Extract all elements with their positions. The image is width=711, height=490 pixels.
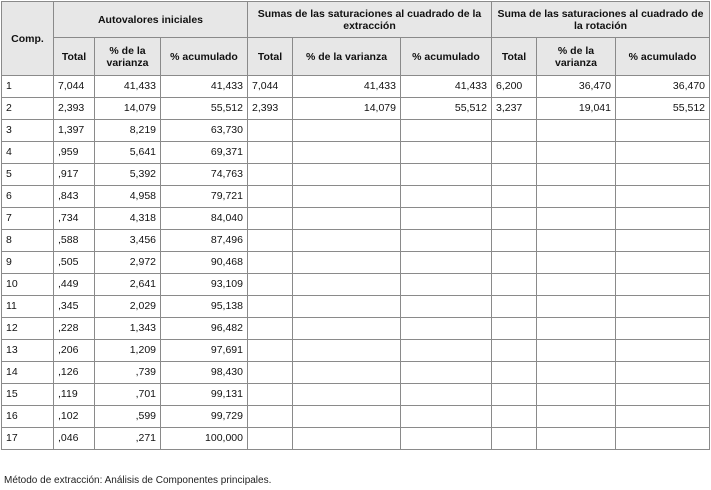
extraction-pct-var-cell <box>293 252 401 274</box>
initial-pct-var-cell: ,701 <box>95 384 161 406</box>
rotation-total-cell <box>492 230 537 252</box>
extraction-total-cell <box>248 362 293 384</box>
extraction-pct-var-cell <box>293 164 401 186</box>
rotation-total-cell <box>492 428 537 450</box>
extraction-total-cell <box>248 428 293 450</box>
header-autovalores-iniciales: Autovalores iniciales <box>54 2 248 38</box>
extraction-pct-var-cell <box>293 274 401 296</box>
initial-pct-var-cell: 4,958 <box>95 186 161 208</box>
comp-cell: 3 <box>2 120 54 142</box>
table-row <box>2 208 710 230</box>
rotation-pct-var-cell <box>537 142 616 164</box>
initial-pct-var-cell: 2,641 <box>95 274 161 296</box>
rotation-pct-var-cell <box>537 406 616 428</box>
initial-pct-acum-cell: 41,433 <box>161 76 248 98</box>
header-total: Total <box>492 38 537 76</box>
extraction-pct-acum-cell <box>401 296 492 318</box>
initial-total-cell: ,843 <box>54 186 95 208</box>
header-total: Total <box>248 38 293 76</box>
rotation-pct-acum-cell <box>616 384 710 406</box>
initial-total-cell: ,734 <box>54 208 95 230</box>
extraction-total-cell <box>248 208 293 230</box>
extraction-pct-var-cell <box>293 340 401 362</box>
initial-pct-var-cell: 14,079 <box>95 98 161 120</box>
comp-cell: 2 <box>2 98 54 120</box>
header-suma-rotacion: Suma de las saturaciones al cuadrado de la rotación <box>492 2 710 38</box>
extraction-pct-acum-cell <box>401 252 492 274</box>
rotation-pct-acum-cell <box>616 164 710 186</box>
initial-pct-acum-cell: 98,430 <box>161 362 248 384</box>
table-row <box>2 340 710 362</box>
rotation-pct-var-cell <box>537 318 616 340</box>
comp-cell: 9 <box>2 252 54 274</box>
initial-total-cell: ,505 <box>54 252 95 274</box>
initial-pct-var-cell: 5,392 <box>95 164 161 186</box>
rotation-pct-var-cell <box>537 296 616 318</box>
table-row <box>2 296 710 318</box>
rotation-pct-var-cell <box>537 252 616 274</box>
initial-pct-acum-cell: 84,040 <box>161 208 248 230</box>
comp-cell: 15 <box>2 384 54 406</box>
initial-pct-var-cell: 4,318 <box>95 208 161 230</box>
comp-cell: 7 <box>2 208 54 230</box>
initial-pct-acum-cell: 96,482 <box>161 318 248 340</box>
rotation-pct-acum-cell <box>616 296 710 318</box>
rotation-total-cell <box>492 296 537 318</box>
table-row <box>2 252 710 274</box>
extraction-pct-var-cell <box>293 142 401 164</box>
rotation-total-cell <box>492 318 537 340</box>
rotation-total-cell <box>492 340 537 362</box>
initial-total-cell: ,588 <box>54 230 95 252</box>
initial-total-cell: ,102 <box>54 406 95 428</box>
initial-pct-var-cell: 5,641 <box>95 142 161 164</box>
rotation-pct-var-cell: 36,470 <box>537 76 616 98</box>
initial-pct-var-cell: 2,972 <box>95 252 161 274</box>
header-pct-acumulado: % acumulado <box>401 38 492 76</box>
initial-pct-acum-cell: 69,371 <box>161 142 248 164</box>
extraction-pct-var-cell <box>293 186 401 208</box>
rotation-pct-var-cell <box>537 362 616 384</box>
extraction-total-cell <box>248 252 293 274</box>
table-row <box>2 362 710 384</box>
rotation-pct-var-cell <box>537 274 616 296</box>
extraction-pct-acum-cell <box>401 186 492 208</box>
comp-cell: 5 <box>2 164 54 186</box>
initial-pct-acum-cell: 87,496 <box>161 230 248 252</box>
extraction-pct-var-cell <box>293 120 401 142</box>
initial-total-cell: ,126 <box>54 362 95 384</box>
header-pct-acumulado: % acumulado <box>616 38 710 76</box>
rotation-pct-var-cell <box>537 340 616 362</box>
comp-cell: 17 <box>2 428 54 450</box>
extraction-pct-acum-cell <box>401 362 492 384</box>
variance-explained-table <box>1 1 710 450</box>
extraction-pct-var-cell <box>293 384 401 406</box>
initial-total-cell: 7,044 <box>54 76 95 98</box>
extraction-total-cell: 2,393 <box>248 98 293 120</box>
initial-pct-var-cell: ,739 <box>95 362 161 384</box>
table-body <box>2 76 710 450</box>
extraction-total-cell: 7,044 <box>248 76 293 98</box>
rotation-total-cell <box>492 186 537 208</box>
extraction-pct-var-cell <box>293 318 401 340</box>
extraction-pct-var-cell: 14,079 <box>293 98 401 120</box>
table-row <box>2 428 710 450</box>
initial-pct-acum-cell: 99,729 <box>161 406 248 428</box>
initial-total-cell: 1,397 <box>54 120 95 142</box>
extraction-total-cell <box>248 120 293 142</box>
rotation-pct-acum-cell <box>616 274 710 296</box>
rotation-total-cell <box>492 384 537 406</box>
table-row <box>2 274 710 296</box>
rotation-total-cell <box>492 120 537 142</box>
rotation-pct-acum-cell <box>616 362 710 384</box>
comp-cell: 10 <box>2 274 54 296</box>
table-row <box>2 384 710 406</box>
extraction-total-cell <box>248 384 293 406</box>
comp-cell: 16 <box>2 406 54 428</box>
extraction-pct-acum-cell: 55,512 <box>401 98 492 120</box>
extraction-pct-acum-cell <box>401 120 492 142</box>
rotation-total-cell <box>492 406 537 428</box>
rotation-pct-var-cell <box>537 230 616 252</box>
extraction-total-cell <box>248 230 293 252</box>
extraction-pct-var-cell <box>293 296 401 318</box>
initial-total-cell: ,046 <box>54 428 95 450</box>
rotation-pct-var-cell <box>537 208 616 230</box>
rotation-pct-var-cell <box>537 428 616 450</box>
header-pct-varianza: % de la varianza <box>95 38 161 76</box>
extraction-total-cell <box>248 340 293 362</box>
table-row <box>2 120 710 142</box>
rotation-total-cell <box>492 142 537 164</box>
table-row <box>2 76 710 98</box>
table-row <box>2 142 710 164</box>
initial-pct-acum-cell: 95,138 <box>161 296 248 318</box>
rotation-pct-acum-cell <box>616 340 710 362</box>
rotation-pct-var-cell <box>537 120 616 142</box>
rotation-pct-acum-cell <box>616 230 710 252</box>
extraction-total-cell <box>248 186 293 208</box>
extraction-pct-acum-cell <box>401 208 492 230</box>
rotation-total-cell <box>492 362 537 384</box>
initial-pct-var-cell: ,271 <box>95 428 161 450</box>
comp-cell: 1 <box>2 76 54 98</box>
comp-cell: 11 <box>2 296 54 318</box>
rotation-pct-acum-cell <box>616 120 710 142</box>
initial-total-cell: ,449 <box>54 274 95 296</box>
initial-pct-acum-cell: 93,109 <box>161 274 248 296</box>
extraction-pct-var-cell <box>293 428 401 450</box>
rotation-pct-var-cell: 19,041 <box>537 98 616 120</box>
initial-pct-acum-cell: 63,730 <box>161 120 248 142</box>
initial-total-cell: ,206 <box>54 340 95 362</box>
rotation-pct-acum-cell <box>616 428 710 450</box>
table-row <box>2 98 710 120</box>
rotation-pct-acum-cell <box>616 208 710 230</box>
extraction-pct-acum-cell <box>401 384 492 406</box>
extraction-method-footnote: Método de extracción: Análisis de Componentes principales. <box>4 475 272 486</box>
rotation-total-cell <box>492 274 537 296</box>
initial-pct-acum-cell: 55,512 <box>161 98 248 120</box>
extraction-pct-acum-cell <box>401 274 492 296</box>
rotation-total-cell <box>492 164 537 186</box>
rotation-total-cell: 6,200 <box>492 76 537 98</box>
comp-cell: 8 <box>2 230 54 252</box>
initial-pct-acum-cell: 97,691 <box>161 340 248 362</box>
table-row <box>2 186 710 208</box>
extraction-pct-acum-cell <box>401 406 492 428</box>
extraction-total-cell <box>248 142 293 164</box>
comp-cell: 12 <box>2 318 54 340</box>
rotation-pct-var-cell <box>537 186 616 208</box>
header-sumas-extraccion: Sumas de las saturaciones al cuadrado de la extracción <box>248 2 492 38</box>
rotation-pct-acum-cell <box>616 142 710 164</box>
extraction-pct-var-cell <box>293 208 401 230</box>
comp-cell: 14 <box>2 362 54 384</box>
header-pct-varianza: % de la varianza <box>293 38 401 76</box>
extraction-pct-acum-cell <box>401 142 492 164</box>
comp-cell: 4 <box>2 142 54 164</box>
table-row <box>2 230 710 252</box>
initial-total-cell: ,228 <box>54 318 95 340</box>
initial-pct-acum-cell: 74,763 <box>161 164 248 186</box>
extraction-pct-var-cell: 41,433 <box>293 76 401 98</box>
initial-pct-var-cell: 2,029 <box>95 296 161 318</box>
header-pct-varianza: % de la varianza <box>537 38 616 76</box>
extraction-total-cell <box>248 274 293 296</box>
extraction-pct-acum-cell <box>401 164 492 186</box>
initial-pct-var-cell: 8,219 <box>95 120 161 142</box>
rotation-total-cell: 3,237 <box>492 98 537 120</box>
rotation-pct-acum-cell <box>616 186 710 208</box>
rotation-total-cell <box>492 252 537 274</box>
table-row <box>2 318 710 340</box>
initial-pct-var-cell: 41,433 <box>95 76 161 98</box>
rotation-pct-var-cell <box>537 164 616 186</box>
extraction-total-cell <box>248 296 293 318</box>
extraction-pct-var-cell <box>293 406 401 428</box>
extraction-pct-acum-cell <box>401 230 492 252</box>
initial-total-cell: ,119 <box>54 384 95 406</box>
table-row <box>2 406 710 428</box>
extraction-pct-var-cell <box>293 230 401 252</box>
extraction-pct-acum-cell <box>401 340 492 362</box>
rotation-pct-var-cell <box>537 384 616 406</box>
rotation-pct-acum-cell: 55,512 <box>616 98 710 120</box>
rotation-pct-acum-cell <box>616 318 710 340</box>
extraction-total-cell <box>248 318 293 340</box>
header-pct-acumulado: % acumulado <box>161 38 248 76</box>
extraction-pct-acum-cell <box>401 318 492 340</box>
comp-cell: 13 <box>2 340 54 362</box>
extraction-pct-acum-cell: 41,433 <box>401 76 492 98</box>
initial-pct-var-cell: 3,456 <box>95 230 161 252</box>
extraction-pct-var-cell <box>293 362 401 384</box>
initial-total-cell: ,959 <box>54 142 95 164</box>
initial-pct-acum-cell: 79,721 <box>161 186 248 208</box>
initial-total-cell: ,917 <box>54 164 95 186</box>
header-comp: Comp. <box>2 2 54 76</box>
rotation-pct-acum-cell <box>616 406 710 428</box>
header-total: Total <box>54 38 95 76</box>
initial-pct-var-cell: 1,343 <box>95 318 161 340</box>
table-row <box>2 164 710 186</box>
initial-total-cell: 2,393 <box>54 98 95 120</box>
extraction-total-cell <box>248 164 293 186</box>
initial-total-cell: ,345 <box>54 296 95 318</box>
extraction-total-cell <box>248 406 293 428</box>
initial-pct-var-cell: 1,209 <box>95 340 161 362</box>
rotation-pct-acum-cell: 36,470 <box>616 76 710 98</box>
initial-pct-var-cell: ,599 <box>95 406 161 428</box>
rotation-total-cell <box>492 208 537 230</box>
initial-pct-acum-cell: 100,000 <box>161 428 248 450</box>
extraction-pct-acum-cell <box>401 428 492 450</box>
initial-pct-acum-cell: 99,131 <box>161 384 248 406</box>
initial-pct-acum-cell: 90,468 <box>161 252 248 274</box>
rotation-pct-acum-cell <box>616 252 710 274</box>
comp-cell: 6 <box>2 186 54 208</box>
